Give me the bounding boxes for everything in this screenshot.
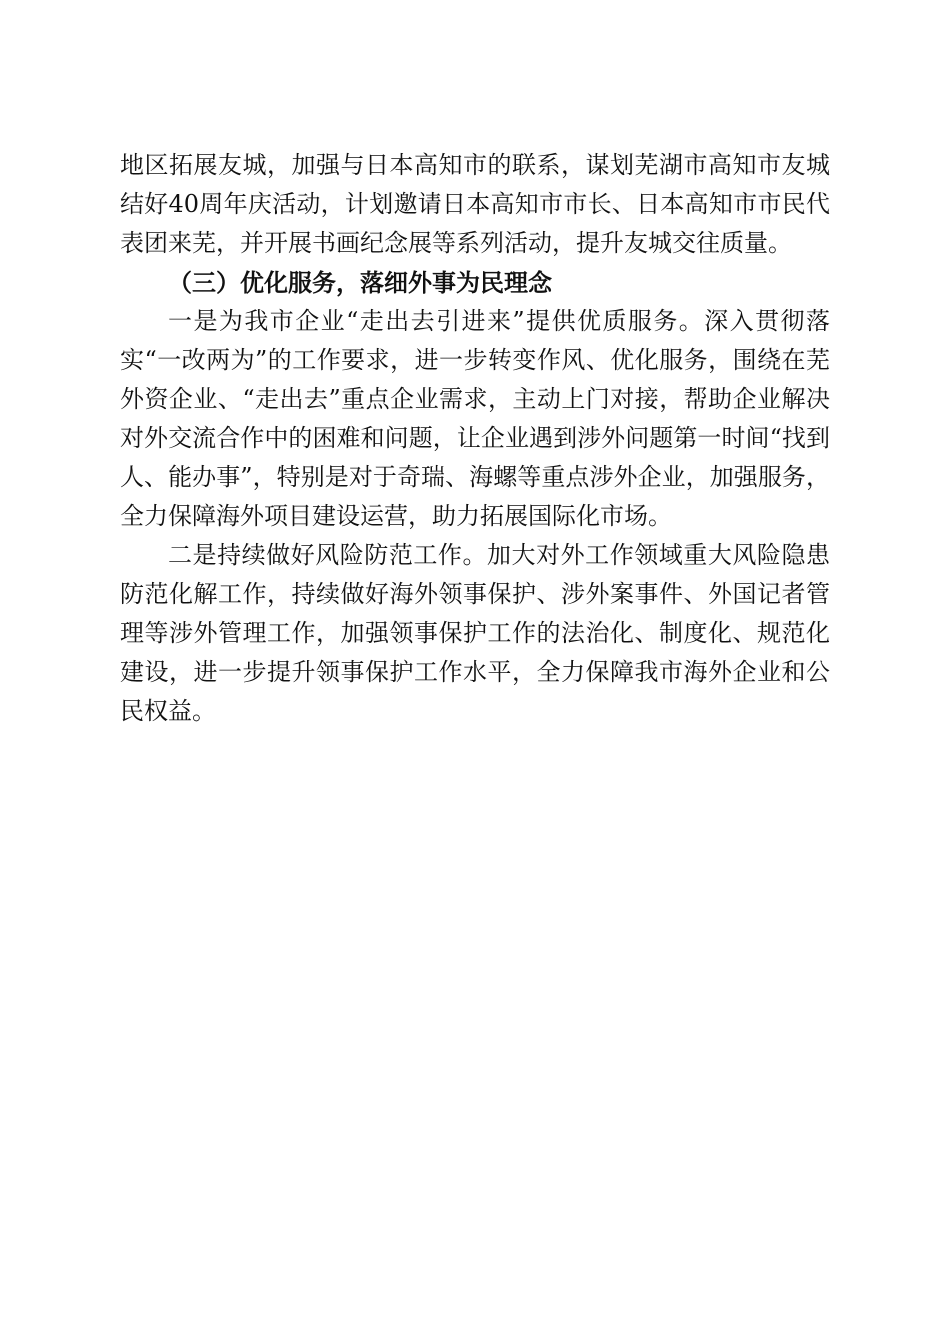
paragraph-continuation: 地区拓展友城，加强与日本高知市的联系，谋划芜湖市高知市友城结好40周年庆活动，计划邀请日本高知市市长、日本高知市市民代表团来芜，并开展书画纪念展等系列活动，提升友城交往质量。 [120,151,830,257]
section-heading: （三）优化服务，落细外事为民理念 [168,268,552,297]
paragraph-service: 一是为我市企业“走出去引进来”提供优质服务。深入贯彻落实“一改两为”的工作要求，进一步转变作风、优化服务，围绕在芜外资企业、“走出去”重点企业需求，主动上门对接，帮助企业解决对外交流合作中的困难和问题，让企业遇到涉外问题第一时间“找到人、能办事”，特别是对于奇瑞、海螺等重点涉外企业，加强服务，全力保障海外项目建设运营，助力拓展国际化市场。 [120,307,830,530]
document-body [120,146,830,731]
paragraph-risk: 二是持续做好风险防范工作。加大对外工作领域重大风险隐患防范化解工作，持续做好海外领事保护、涉外案事件、外国记者管理等涉外管理工作，加强领事保护工作的法治化、制度化、规范化建设，进一步提升领事保护工作水平，全力保障我市海外企业和公民权益。 [120,541,830,725]
